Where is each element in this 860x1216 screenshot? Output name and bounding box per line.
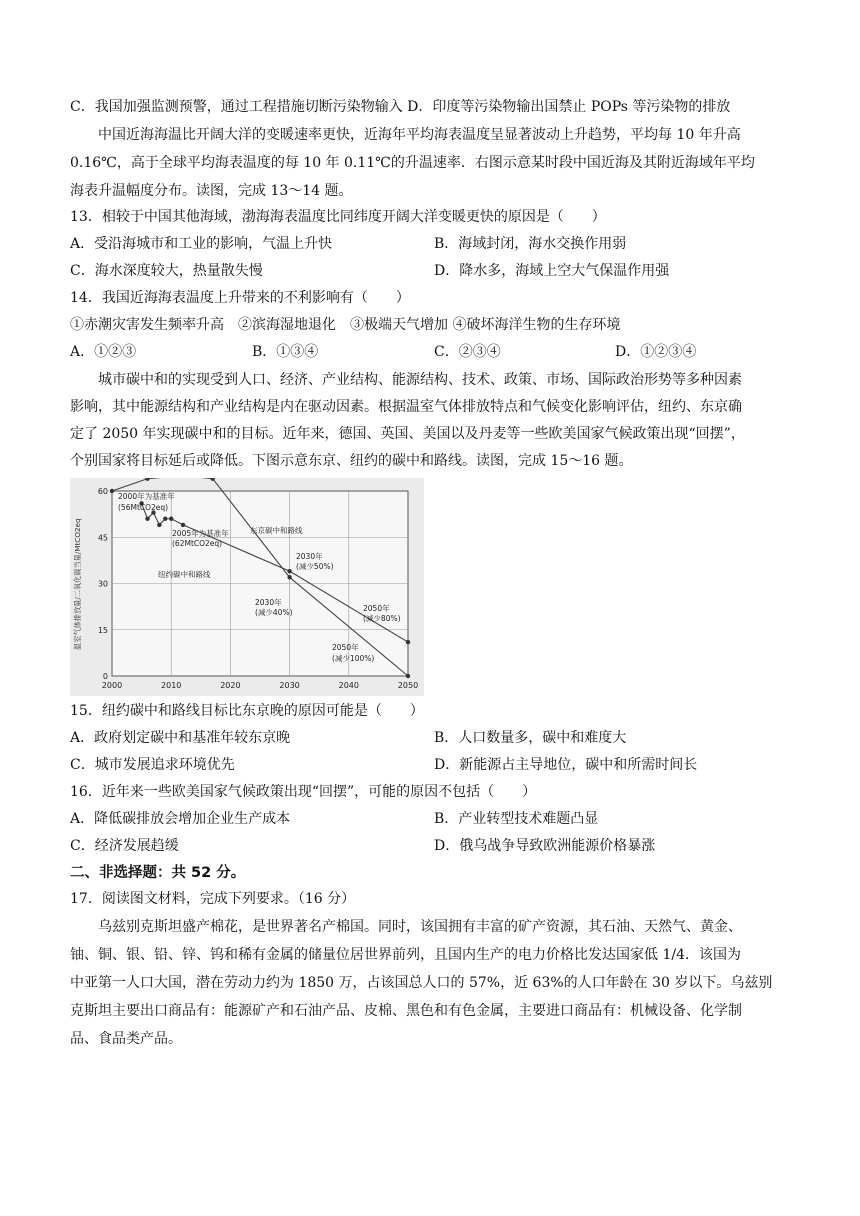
paragraph-uzbek-5: 品、食品类产品。 [70,1031,182,1047]
tokyo-base-year-label: 2000年为基准年 [118,492,175,501]
paragraph-sea-temp-2: 0.16℃，高于全球平均海表温度的每 10 年 0.11℃的升温速率．右图示意某时段中国近海及其附近海域年平均 [70,155,755,171]
y-tick-label: 45 [97,533,108,543]
paragraph-carbon-2: 影响，其中能源结构和产业结构是内在驱动因素。根据温室气体排放特点和气候变化影响评估，纽约、东京确 [70,399,742,415]
tokyo-route-label: 东京碳中和路线 [250,526,303,535]
q13-option-d: D．降水多，海域上空大气保温作用强 [434,263,670,279]
q13-option-c: C．海水深度较大，热量散失慢 [70,263,263,279]
carbon-neutral-chart-svg [70,478,424,696]
ny-base-year-label: 2005年为基准年 [172,529,229,538]
tokyo-2050-note: (减少100%) [332,654,375,663]
q16-option-a: A．降低碳排放会增加企业生产成本 [70,811,291,827]
q16-option-b: B．产业转型技术难题凸显 [434,811,599,827]
data-point-tokyo [287,575,291,579]
question-14: 14．我国近海海表温度上升带来的不利影响有（ ） [70,290,410,306]
y-tick-label: 15 [97,625,108,635]
data-point-tokyo [406,674,410,678]
y-tick-label: 60 [97,487,108,496]
tokyo-2030-note: (减少50%) [296,562,334,571]
y-tick-label: 0 [102,672,108,681]
data-point-tokyo [145,478,149,481]
q15-option-c: C．城市发展追求环境优先 [70,757,235,773]
q14-option-b: B．①③④ [252,344,319,360]
ny-route-label: 纽约碳中和路线 [158,570,211,579]
q14-option-c: C．②③④ [434,344,501,360]
ny-base-value-label: (62MtCO2eq) [172,539,223,548]
q16-option-d: D．俄乌战争导致欧洲能源价格暴涨 [434,838,656,854]
x-tick-label: 2040 [338,681,359,690]
q15-option-d: D．新能源占主导地位，碳中和所需时间长 [434,757,698,773]
x-tick-label: 2020 [220,681,241,690]
data-point-newyork [157,523,161,527]
q14-option-d: D．①②③④ [615,344,697,360]
x-tick-label: 2010 [161,681,182,690]
data-point-newyork [287,569,291,573]
paragraph-uzbek-4: 克斯坦主要出口商品有：能源矿产和石油产品、皮棉、黑色和有色金属，主要进口商品有：机械设备、化学制 [70,1003,742,1019]
data-point-tokyo [110,489,114,493]
paragraph-carbon-4: 个别国家将目标延后或降低。下图示意东京、纽约的碳中和路线。读图，完成 15～16 题。 [70,453,633,469]
data-point-newyork [169,517,173,521]
question-17: 17．阅读图文材料，完成下列要求。（16 分） [70,891,356,907]
q16-option-c: C．经济发展趋缓 [70,838,179,854]
x-tick-label: 2000 [101,681,123,690]
ny-2030-note: (减少40%) [255,608,293,617]
tokyo-base-value-label: (56MtCO2eq) [118,503,169,512]
data-point-newyork [181,523,185,527]
q14-option-a: A．①②③ [70,344,137,360]
q13-option-b: B．海域封闭，海水交换作用弱 [434,236,627,252]
q15-option-b: B．人口数量多，碳中和难度大 [434,730,627,746]
question-16: 16．近年来一些欧美国家气候政策出现“回摆”，可能的原因不包括（ ） [70,784,537,800]
y-tick-label: 30 [97,579,108,589]
paragraph-sea-temp-1: 中国近海海温比开阔大洋的变暖速率更快，近海年平均海表温度呈显著波动上升趋势，平均每 10 年升高 [98,127,741,143]
ny-2050-label: 2050年 [363,604,390,613]
paragraph-uzbek-1: 乌兹别克斯坦盛产棉花，是世界著名产棉国。同时，该国拥有丰富的矿产资源，其石油、天然气、黄金、 [98,919,742,935]
paragraph-uzbek-2: 铀、铜、银、铅、锌、钨和稀有金属的储量位居世界前列，且国内生产的电力价格比发达国家低 1/4．该国为 [70,947,741,963]
question-15: 15．纽约碳中和路线目标比东京晚的原因可能是（ ） [70,703,424,719]
tokyo-2050-label: 2050年 [332,643,359,652]
ny-2030-label: 2030年 [255,598,282,607]
q13-option-a: A．受沿海城市和工业的影响，气温上升快 [70,236,333,252]
x-tick-label: 2050 [397,681,419,690]
carbon-neutral-chart [70,478,424,696]
q14-items: ①赤潮灾害发生频率升高 ②滨海湿地退化 ③极端天气增加 ④破坏海洋生物的生存环境 [70,317,621,333]
paragraph-carbon-3: 定了 2050 年实现碳中和的目标。近年来，德国、英国、美国以及丹麦等一些欧美国家气候政策出现“回摆”， [70,426,745,442]
question-13: 13．相较于中国其他海域，渤海海表温度比同纬度开阔大洋变暖更快的原因是（ ） [70,209,606,225]
ny-2050-note: (减少80%) [363,614,401,623]
tokyo-2030-label: 2030年 [296,552,323,561]
q12-option-cd: C．我国加强监测预警，通过工程措施切断污染物输入 D．印度等污染物输出国禁止 POPs 等污染物的排放 [70,99,731,115]
x-tick-label: 2030 [279,681,300,690]
y-axis-label: 温室气体排放量/二氧化碳当量/MtCO2eq [73,518,82,650]
data-point-newyork [406,640,410,644]
paragraph-carbon-1: 城市碳中和的实现受到人口、经济、产业结构、能源结构、技术、政策、市场、国际政治形势等多种因素 [98,372,742,388]
paragraph-uzbek-3: 中亚第一人口大国，潜在劳动力约为 1850 万，占该国总人口的 57%，近 63%的人口年龄在 30 岁以下。乌兹别 [70,975,773,991]
data-point-newyork [145,517,149,521]
q15-option-a: A．政府划定碳中和基准年较东京晚 [70,730,291,746]
paragraph-sea-temp-3: 海表升温幅度分布。读图，完成 13～14 题。 [70,183,353,199]
data-point-newyork [163,517,167,521]
section-2-heading: 二、非选择题：共 52 分。 [70,865,246,881]
